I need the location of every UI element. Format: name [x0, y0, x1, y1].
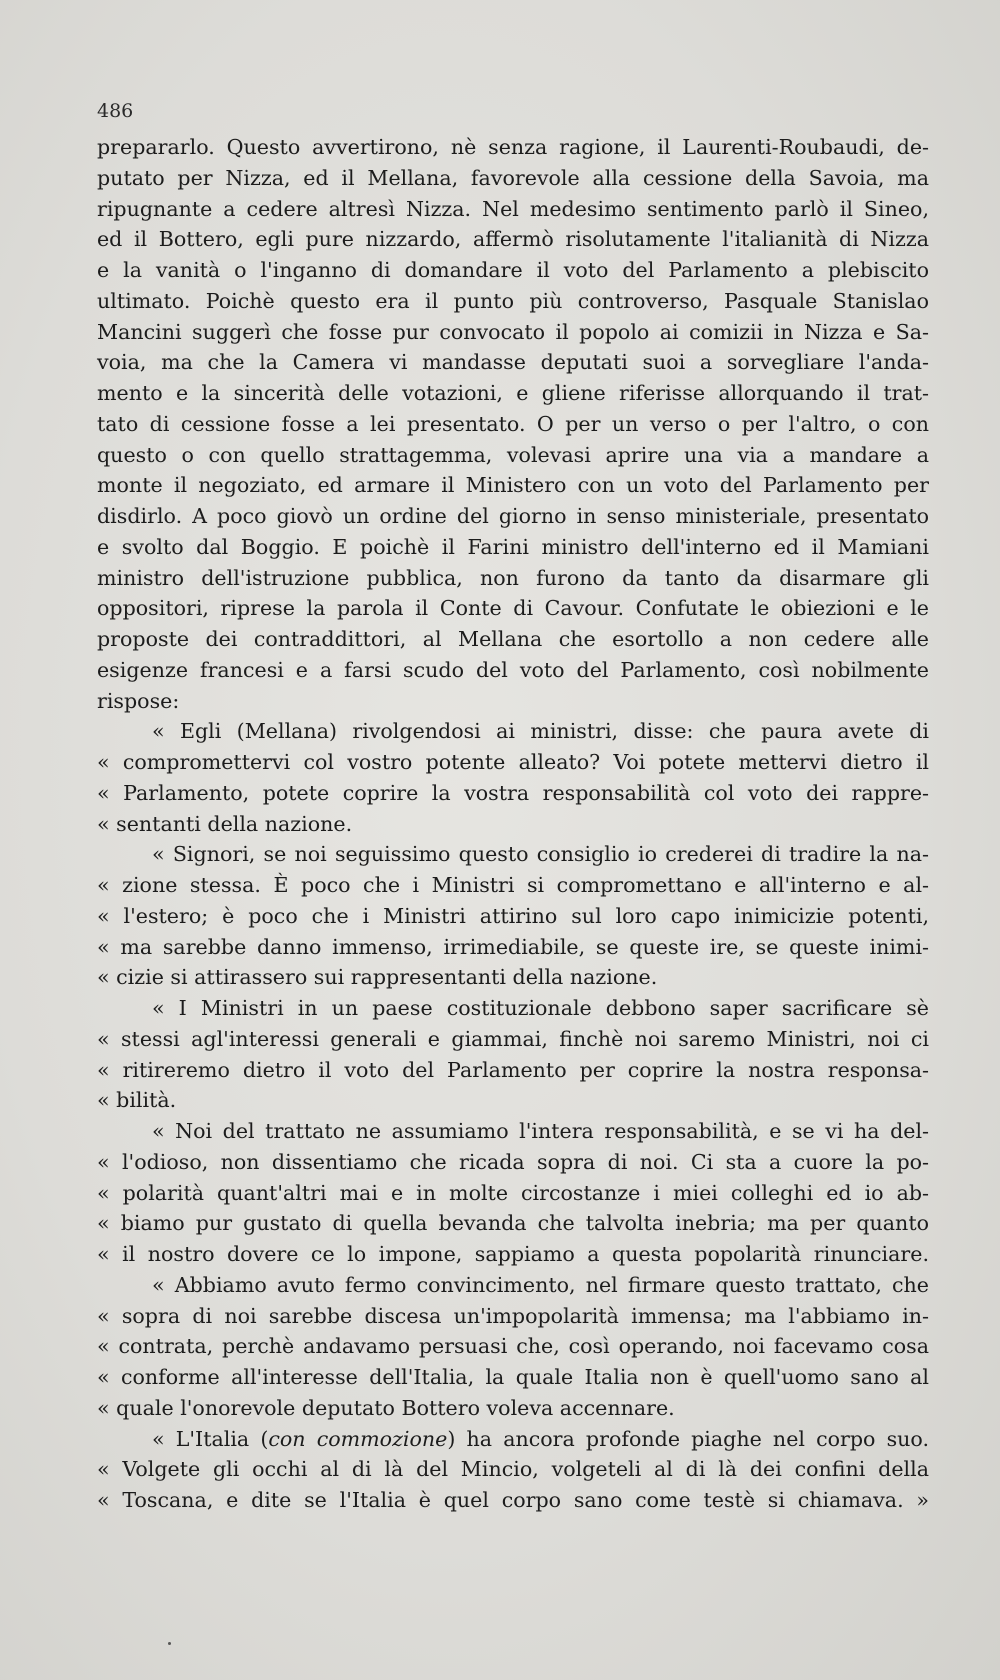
body-text — [97, 132, 929, 1516]
text-line: « bilità. — [97, 1088, 177, 1113]
text-line: « polarità quant'altri mai e in molte circostanze i miei colleghi ed io ab- — [97, 1180, 929, 1205]
text-line: oppositori, riprese la parola il Conte di Cavour. Confutate le obiezioni e le — [97, 596, 929, 621]
text-line: monte il negoziato, ed armare il Ministero con un voto del Parlamento per — [97, 473, 929, 498]
text-line: « l'estero; è poco che i Ministri attirino sul loro capo inimicizie potenti, — [97, 903, 929, 928]
text-line: « Toscana, e dite se l'Italia è quel corpo sano come testè si chiamava. » — [97, 1488, 929, 1512]
text-line: rispose: — [97, 688, 180, 713]
text-line: « stessi agl'interessi generali e giammai, finchè noi saremo Ministri, noi ci — [97, 1026, 929, 1051]
text-line: mento e la sincerità delle votazioni, e gliene riferisse allorquando il trat- — [97, 381, 929, 405]
text-line: esigenze francesi e a farsi scudo del voto del Parlamento, così nobilmente — [97, 657, 929, 682]
text-line: e la vanità o l'inganno di domandare il voto del Parlamento a plebiscito — [97, 258, 929, 282]
text-line: Mancini suggerì che fosse pur convocato il popolo ai comizii in Nizza e Sa- — [97, 319, 929, 344]
text-line: prepararlo. Questo avvertirono, nè senza ragione, il Laurenti-Roubaudi, de- — [97, 135, 929, 159]
text-line: « cizie si attirassero sui rappresentanti della nazione. — [97, 965, 658, 990]
text-line: « conforme all'interesse dell'Italia, la quale Italia non è quell'uomo sano al — [97, 1365, 929, 1389]
text-line: « compromettervi col vostro potente alleato? Voi potete mettervi dietro il — [97, 750, 929, 774]
text-line: disdirlo. A poco giovò un ordine del giorno in senso ministeriale, presentato — [97, 504, 929, 528]
text-line: « Parlamento, potete coprire la vostra responsabilità col voto dei rappre- — [97, 780, 929, 805]
text-line: putato per Nizza, ed il Mellana, favorevole alla cessione della Savoia, ma — [97, 165, 929, 190]
text-line: ed il Bottero, egli pure nizzardo, affermò risolutamente l'italianità di Nizza — [97, 227, 929, 252]
text-line: « il nostro dovere ce lo impone, sappiamo a questa popolarità rinunciare. — [97, 1242, 929, 1266]
text-line: voia, ma che la Camera vi mandasse deputati suoi a sorvegliare l'anda- — [97, 350, 929, 375]
text-line: « zione stessa. È poco che i Ministri si compromettano e all'interno e al- — [97, 873, 929, 897]
text-line: ripugnante a cedere altresì Nizza. Nel medesimo sentimento parlò il Sineo, — [97, 196, 929, 221]
text-line: « L'Italia (con commozione) ha ancora profonde piaghe nel corpo suo. — [152, 1426, 929, 1451]
text-line: « Volgete gli occhi al di là del Mincio, volgeteli al di là dei confini della — [97, 1457, 929, 1482]
text-line: « Abbiamo avuto fermo convincimento, nel firmare questo trattato, che — [152, 1272, 929, 1297]
stage-direction: con commozione — [268, 1426, 448, 1451]
text-line: « Signori, se noi seguissimo questo consiglio io crederei di tradire la na- — [152, 842, 929, 867]
text-line: ultimato. Poichè questo era il punto più controverso, Pasquale Stanislao — [97, 288, 929, 313]
text-line: « ma sarebbe danno immenso, irrimediabile, se queste ire, se queste inimi- — [97, 934, 929, 959]
text-line: « Noi del trattato ne assumiamo l'intera responsabilità, e se vi ha del- — [152, 1119, 929, 1143]
text-line: « I Ministri in un paese costituzionale debbono saper sacrificare sè — [152, 996, 929, 1020]
text-line: « quale l'onorevole deputato Bottero voleva accennare. — [97, 1395, 675, 1420]
text-line: e svolto dal Boggio. E poichè il Farini ministro dell'interno ed il Mamiani — [97, 534, 929, 559]
text-line: ministro dell'istruzione pubblica, non furono da tanto da disarmare gli — [97, 565, 929, 590]
text-line: « ritireremo dietro il voto del Parlamento per coprire la nostra responsa- — [97, 1057, 929, 1082]
text-line: « contrata, perchè andavamo persuasi che, così operando, noi facevamo cosa — [97, 1334, 929, 1359]
ink-speck — [168, 1642, 171, 1645]
text-line: « sentanti della nazione. — [97, 811, 353, 836]
text-line: proposte dei contraddittori, al Mellana che esortollo a non cedere alle — [97, 627, 929, 651]
page-number: 486 — [97, 100, 134, 122]
text-line: « l'odioso, non dissentiamo che ricada sopra di noi. Ci sta a cuore la po- — [97, 1149, 929, 1174]
text-line: « sopra di noi sarebbe discesa un'impopolarità immensa; ma l'abbiamo in- — [97, 1303, 929, 1328]
text-line: questo o con quello strattagemma, volevasi aprire una via a mandare a — [97, 442, 929, 467]
text-line: tato di cessione fosse a lei presentato. O per un verso o per l'altro, o con — [97, 411, 929, 436]
text-line: « Egli (Mellana) rivolgendosi ai ministri, disse: che paura avete di — [152, 719, 929, 744]
text-line: « biamo pur gustato di quella bevanda che talvolta inebria; ma per quanto — [97, 1211, 929, 1236]
